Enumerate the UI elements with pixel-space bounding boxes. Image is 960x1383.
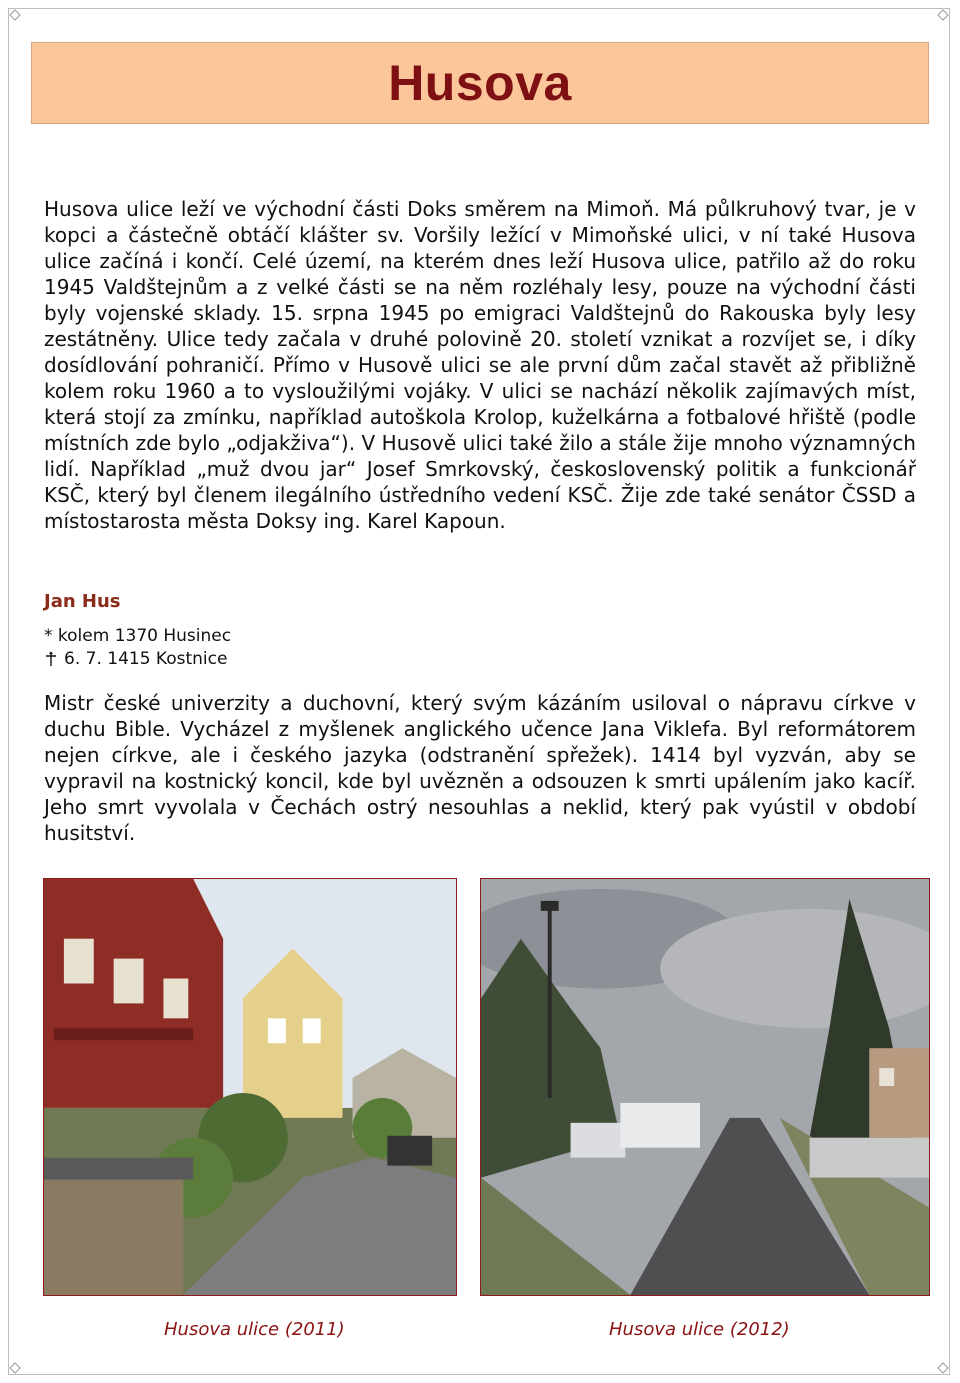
photo-caption-2011: Husova ulice (2011) <box>164 1319 345 1340</box>
title-banner <box>31 42 929 124</box>
corner-ornament-icon <box>9 1362 21 1374</box>
cross-icon <box>44 651 58 667</box>
street-photo-2011 <box>43 878 457 1296</box>
intro-paragraph: Husova ulice leží ve východní části Doks směrem na Mimoň. Má půlkruhový tvar, je v kopci a částečně obtáčí klášter sv. Voršily ležící v Mimoňské ulici, v ní také Husova ulice začíná i končí. Celé území, na kterém dnes leží Husova ulice, patřilo až do roku 1945 Valdštejnům a z velké části se na něm rozléhaly lesy, pouze na východní části byly vojenské sklady. 15. srpna 1945 po emigraci Valdštejnů do Rakouska byly lesy zestátněny. Ulice tedy začala v druhé polovině 20. století vznikat a rozvíjet se, i díky dosídlování pohraničí. Přímo v Husově ulici se ale první dům začal stavět až přibližně kolem roku 1960 a to vysloužilými vojáky. V ulici se nachází několik zajímavých míst, která stojí za zmínku, například autoškola Krolop, kuželkárna a fotbalové hřiště (podle místních zde bylo „odjakživa“). V Husově ulici také žilo a stále žije mnoho významných lidí. Například „muž dvou jar“ Josef Smrkovský, československý politik a funkcionář KSČ, který byl členem ilegálního ústředního vedení KSČ. Žije zde také senátor ČSSD a místostarosta města Doksy ing. Karel Kapoun. <box>44 197 916 533</box>
street-photo-2012 <box>480 878 930 1296</box>
bio-paragraph: Mistr české univerzity a duchovní, který svým kázáním usiloval o nápravu církve v duchu Bible. Vycházel z myšlenek anglického učence Jana Viklefa. Byl reformátorem nejen církve, ale i českého jazyka (odstranění spřežek). 1414 byl vyzván, aby se vypravil na kostnický koncil, kde byl uvězněn a odsouzen k smrti upálením jako kacíř. Jeho smrt vyvolala v Čechách ostrý nesouhlas a neklid, který pak vyústil v období husitství. <box>44 691 916 845</box>
corner-ornament-icon <box>9 9 21 21</box>
corner-ornament-icon <box>937 1362 949 1374</box>
person-name: Jan Hus <box>44 591 121 612</box>
corner-ornament-icon <box>937 9 949 21</box>
page-title: Husova <box>388 55 572 111</box>
birth-line: * kolem 1370 Husinec <box>44 626 232 646</box>
death-line <box>44 648 227 670</box>
photo-caption-2012: Husova ulice (2012) <box>609 1319 790 1340</box>
death-text: 6. 7. 1415 Kostnice <box>64 649 228 669</box>
